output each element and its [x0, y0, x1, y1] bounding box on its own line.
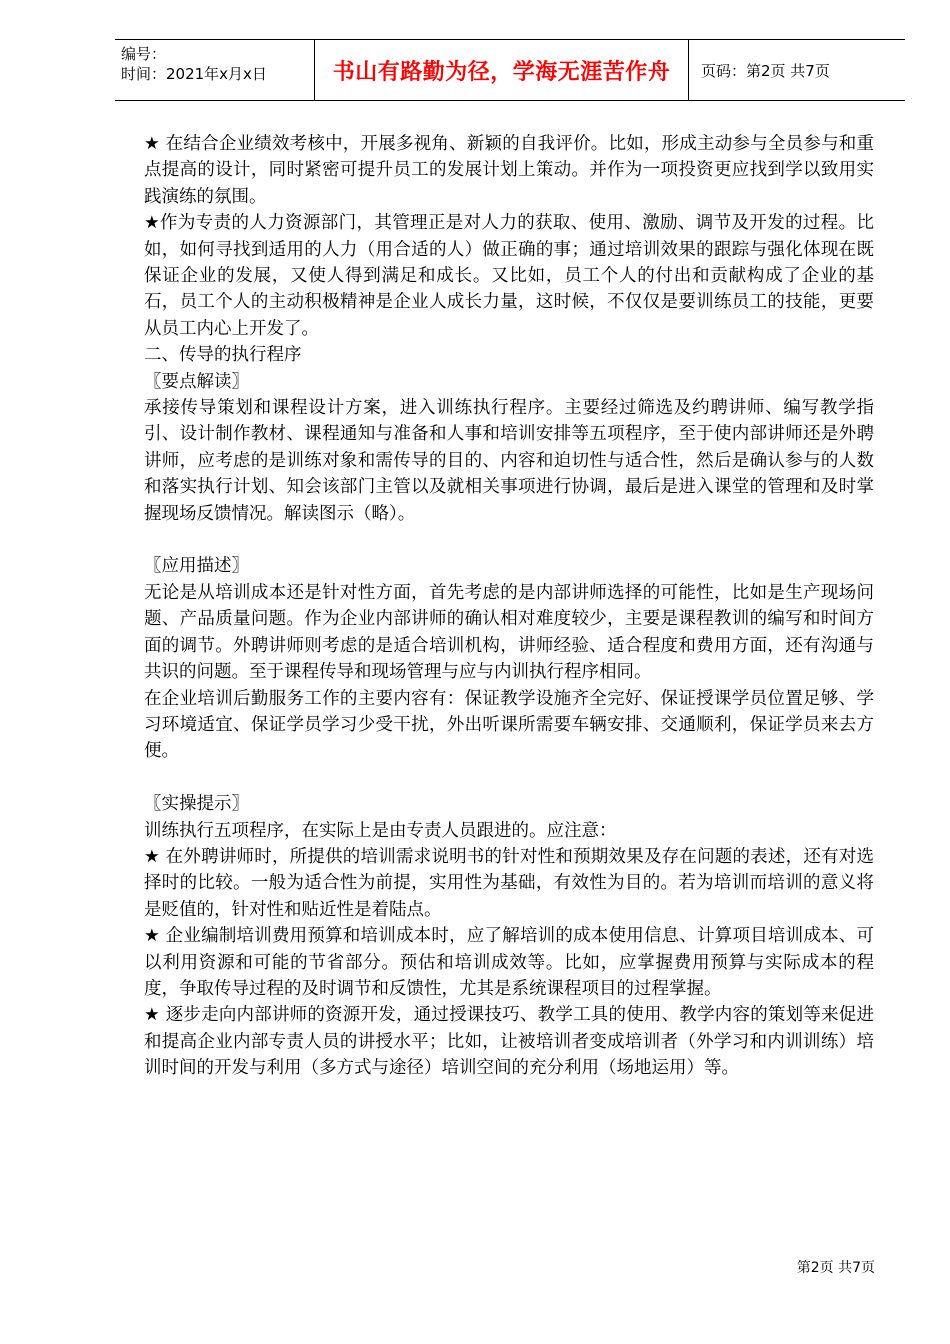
- subsection-heading: 〖要点解读〗: [144, 371, 249, 392]
- document-body: [144, 131, 874, 1082]
- page-footer: [797, 1257, 875, 1277]
- paragraph: 训练执行五项程序，在实际上是由专责人员跟进的。应注意：: [144, 820, 617, 841]
- paragraph: ★ 在外聘讲师时，所提供的培训需求说明书的针对性和预期效果及存在问题的表述，还有对选择时的比较。一般为适合性为前提，实用性为基础，有效性为目的。若为培训而培训的意义将是贬值的，针对性和贴近性是着陆点。: [144, 846, 874, 920]
- paragraph: 承接传导策划和课程设计方案，进入训练执行程序。主要经过筛选及约聘讲师、编写教学指引、设计制作教材、课程通知与准备和人事和培训安排等五项程序，至于使内部讲师还是外聘讲师，应考虑的是训练对象和需传导的目的、内容和迫切性与适合性，然后是确认参与的人数和落实执行计划、知会该部门主管以及就相关事项进行协调，最后是进入课堂的管理和及时掌握现场反馈情况。解读图示（略）。: [144, 398, 874, 524]
- paragraph: 在企业培训后勤服务工作的主要内容有：保证教学设施齐全完好、保证授课学员位置足够、学习环境适宜、保证学员学习少受干扰，外出听课所需要车辆安排、交通顺利，保证学员来去方便。: [144, 688, 874, 762]
- paragraph: ★作为专责的人力资源部门，其管理正是对人力的获取、使用、激励、调节及开发的过程。比如，如何寻找到适用的人力（用合适的人）做正确的事；通过培训效果的跟踪与强化体现在既保证企业的发展，又使人得到满足和成长。又比如，员工个人的付出和贡献构成了企业的基石，员工个人的主动积极精神是企业人成长力量，这时候，不仅仅是要训练员工的技能，更要从员工内心上开发了。: [144, 213, 874, 339]
- subsection-heading: 〖实操提示〗: [144, 794, 249, 815]
- header-page-info: 页码：第2页 共7页: [701, 61, 830, 80]
- header-page-cell: [689, 40, 905, 100]
- motto-text: 书山有路勤为径，学海无涯苦作舟: [332, 59, 671, 85]
- blank-line: [144, 765, 874, 791]
- blank-line: [144, 527, 874, 553]
- paragraph: 无论是从培训成本还是针对性方面，首先考虑的是内部讲师选择的可能性，比如是生产现场问题、产品质量问题。作为企业内部讲师的确认相对难度较少，主要是课程教训的编写和时间方面的调节。外聘讲师则考虑的是适合培训机构，讲师经验、适合程度和费用方面，还有沟通与共识的问题。至于课程传导和现场管理与应与内训执行程序相同。: [144, 582, 874, 683]
- subsection-heading: 〖应用描述〗: [144, 556, 249, 577]
- time-label: 时间：2021年x月x日: [121, 65, 267, 83]
- paragraph: ★ 逐步走向内部讲师的资源开发，通过授课技巧、教学工具的使用、教学内容的策划等来促进和提高企业内部专责人员的讲授水平；比如，让被培训者变成培训者（外学习和内训训练）培训时间的开发与利用（多方式与途径）培训空间的充分利用（场地运用）等。: [144, 1005, 874, 1079]
- section-heading: 二、传导的执行程序: [144, 345, 302, 366]
- header-motto-cell: [315, 40, 689, 100]
- footer-page-number: 第2页 共7页: [796, 1260, 875, 1276]
- paragraph: ★ 企业编制培训费用预算和培训成本时，应了解培训的成本使用信息、计算项目培训成本、可以利用资源和可能的节省部分。预估和培训成效等。比如，应掌握费用预算与实际成本的程度，争取传导过程的及时调节和反馈性，尤其是系统课程项目的过程掌握。: [144, 926, 874, 999]
- page-header: [115, 39, 905, 101]
- paragraph: ★ 在结合企业绩效考核中，开展多视角、新颖的自我评价。比如，形成主动参与全员参与和重点提高的设计，同时紧密可提升员工的发展计划上策动。并作为一项投资更应找到学以致用实践演练的氛围。: [144, 134, 874, 207]
- header-meta: [115, 40, 315, 100]
- code-label: 编号：: [121, 45, 167, 63]
